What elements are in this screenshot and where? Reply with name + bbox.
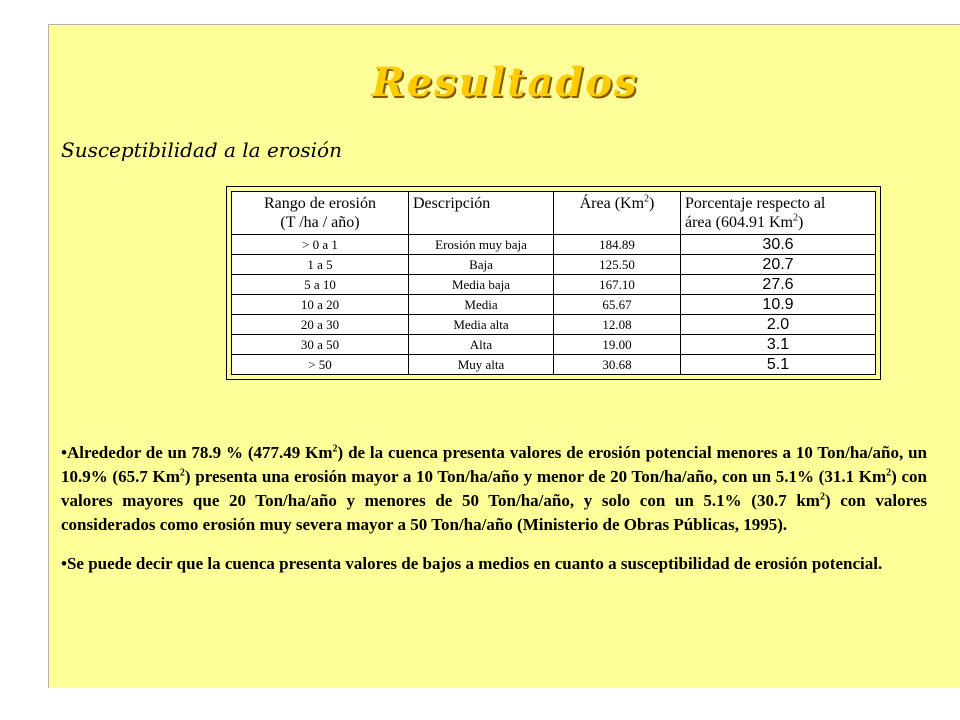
- cell-descripcion: Alta: [409, 335, 554, 355]
- cell-rango: 1 a 5: [232, 255, 409, 275]
- table-row: [232, 295, 876, 315]
- cell-porcentaje: 5.1: [681, 355, 876, 375]
- erosion-table: [231, 191, 876, 375]
- cell-area: 65.67: [554, 295, 681, 315]
- bullet: •: [61, 443, 67, 462]
- table-header-row: [232, 192, 876, 235]
- header-rango: Rango de erosión (T /ha / año): [232, 192, 409, 235]
- table-row: [232, 355, 876, 375]
- slide-subtitle: Susceptibilidad a la erosión: [61, 138, 342, 162]
- cell-descripcion: Media alta: [409, 315, 554, 335]
- table-row: [232, 235, 876, 255]
- cell-area: 125.50: [554, 255, 681, 275]
- cell-area: 167.10: [554, 275, 681, 295]
- cell-porcentaje: 10.9: [681, 295, 876, 315]
- cell-descripcion: Erosión muy baja: [409, 235, 554, 255]
- cell-descripcion: Media baja: [409, 275, 554, 295]
- header-porcentaje: Porcentaje respecto al área (604.91 Km$^2$): [681, 192, 876, 235]
- table-row: [232, 315, 876, 335]
- cell-rango: 5 a 10: [232, 275, 409, 295]
- cell-descripcion: Muy alta: [409, 355, 554, 375]
- paragraph-summary: •Alrededor de un 78.9 % (477.49 Km$^2$) de la cuenca presenta valores de erosión potencial menores a 10 Ton/ha/año, un 10.9% (65.7 Km$^2$) presenta una erosión mayor a 10 Ton/ha/año y menor de 20 Ton/ha/año, con un 5.1% (31.1 Km$^2$) con valores mayores que 20 Ton/ha/año y menores de 50 Ton/ha/año, y solo con un 5.1% (30.7 $km^2$) con valores considerados como erosión muy severa mayor a 50 Ton/ha/año (Ministerio de Obras Públicas, 1995).: [61, 443, 927, 534]
- body-text: [61, 441, 927, 591]
- cell-descripcion: Media: [409, 295, 554, 315]
- cell-porcentaje: 27.6: [681, 275, 876, 295]
- cell-porcentaje: 30.6: [681, 235, 876, 255]
- table-row: [232, 335, 876, 355]
- cell-porcentaje: 2.0: [681, 315, 876, 335]
- cell-area: 19.00: [554, 335, 681, 355]
- cell-porcentaje: 3.1: [681, 335, 876, 355]
- cell-rango: > 50: [232, 355, 409, 375]
- table-row: [232, 275, 876, 295]
- header-descripcion: Descripción: [409, 192, 554, 235]
- cell-rango: 10 a 20: [232, 295, 409, 315]
- slide-title: Resultados: [371, 59, 639, 106]
- cell-area: 184.89: [554, 235, 681, 255]
- cell-area: 12.08: [554, 315, 681, 335]
- paragraph-conclusion: •Se puede decir que la cuenca presenta valores de bajos a medios en cuanto a susceptibilidad de erosión potencial.: [61, 554, 883, 573]
- header-area: Área (Km$^2$): [554, 192, 681, 235]
- cell-area: 30.68: [554, 355, 681, 375]
- slide: [48, 24, 960, 688]
- cell-porcentaje: 20.7: [681, 255, 876, 275]
- cell-rango: 20 a 30: [232, 315, 409, 335]
- cell-descripcion: Baja: [409, 255, 554, 275]
- cell-rango: 30 a 50: [232, 335, 409, 355]
- bullet: •: [61, 554, 67, 573]
- table-row: [232, 255, 876, 275]
- cell-rango: > 0 a 1: [232, 235, 409, 255]
